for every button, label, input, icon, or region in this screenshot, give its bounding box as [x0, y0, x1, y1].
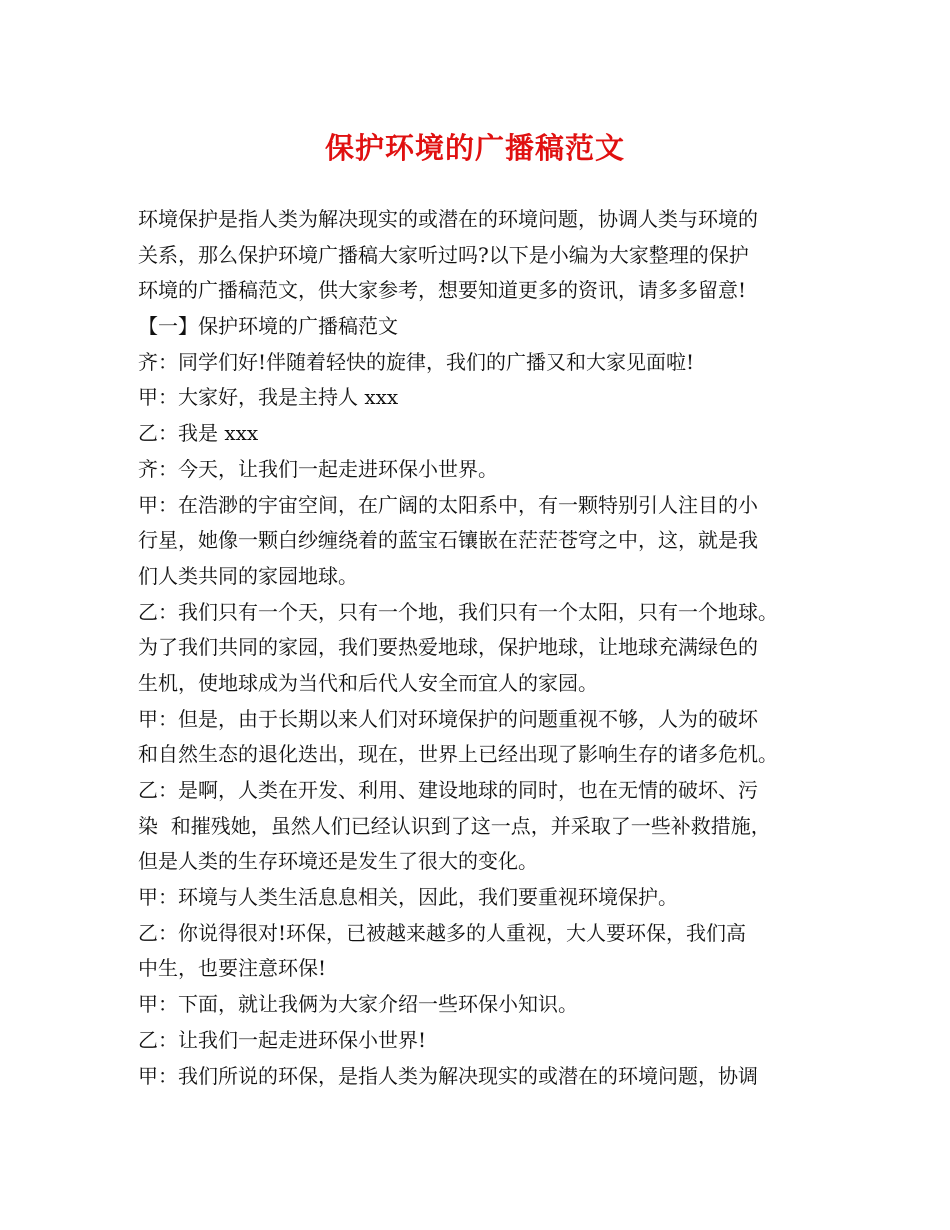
body-line: 行星，她像一颗白纱缠绕着的蓝宝石镶嵌在茫茫苍穹之中，这，就是我 — [138, 528, 758, 553]
body-line: 齐：今天，让我们一起走进环保小世界。 — [138, 456, 498, 481]
body-line: 乙：我是 xxx — [138, 421, 259, 446]
body-line: 关系，那么保护环境广播稿大家听过吗?以下是小编为大家整理的保护 — [138, 242, 749, 267]
body-line: 乙：是啊，人类在开发、利用、建设地球的同时，也在无情的破坏、污 — [138, 778, 758, 802]
body-line: 乙：我们只有一个天，只有一个地，我们只有一个太阳，只有一个地球。 — [138, 599, 778, 624]
body-line: 和自然生态的退化迭出，现在，世界上已经出现了影响生存的诸多危机。 — [138, 742, 778, 767]
body-line: 甲：但是，由于长期以来人们对环境保护的问题重视不够，人为的破坏 — [138, 706, 758, 731]
body-line: 乙：你说得很对!环保，已被越来越多的人重视，大人要环保，我们高 — [138, 920, 747, 945]
body-line: 【一】保护环境的广播稿范文 — [138, 314, 398, 339]
body-line: 甲：下面，就让我俩为大家介绍一些环保小知识。 — [138, 992, 578, 1017]
body-line: 为了我们共同的家园，我们要热爱地球，保护地球，让地球充满绿色的 — [138, 635, 758, 660]
document-body — [138, 202, 828, 1094]
body-line: 甲：我们所说的环保，是指人类为解决现实的或潜在的环境问题，协调 — [138, 1063, 758, 1088]
body-line: 生机，使地球成为当代和后代人安全而宜人的家园。 — [138, 670, 598, 695]
document-title: 保护环境的广播稿范文 — [324, 131, 625, 165]
body-line: 甲：大家好，我是主持人 xxx — [138, 385, 399, 410]
body-line: 们人类共同的家园地球。 — [138, 563, 358, 588]
body-line: 甲：环境与人类生活息息相关，因此，我们要重视环境保护。 — [138, 885, 678, 910]
body-line: 但是人类的生存环境还是发生了很大的变化。 — [138, 849, 538, 874]
body-line: 中生，也要注意环保! — [138, 956, 327, 981]
body-line: 齐：同学们好!伴随着轻快的旋律，我们的广播又和大家见面啦! — [138, 349, 695, 374]
body-line: 染 和摧残她，虽然人们已经认识到了这一点，并采取了一些补救措施， — [138, 813, 771, 838]
body-line: 环境保护是指人类为解决现实的或潜在的环境问题，协调人类与环境的 — [138, 207, 758, 231]
body-line: 甲：在浩渺的宇宙空间，在广阔的太阳系中，有一颗特别引人注目的小 — [138, 492, 758, 517]
body-line: 乙：让我们一起走进环保小世界! — [138, 1027, 427, 1052]
body-line: 环境的广播稿范文，供大家参考，想要知道更多的资讯，请多多留意! — [138, 278, 747, 303]
